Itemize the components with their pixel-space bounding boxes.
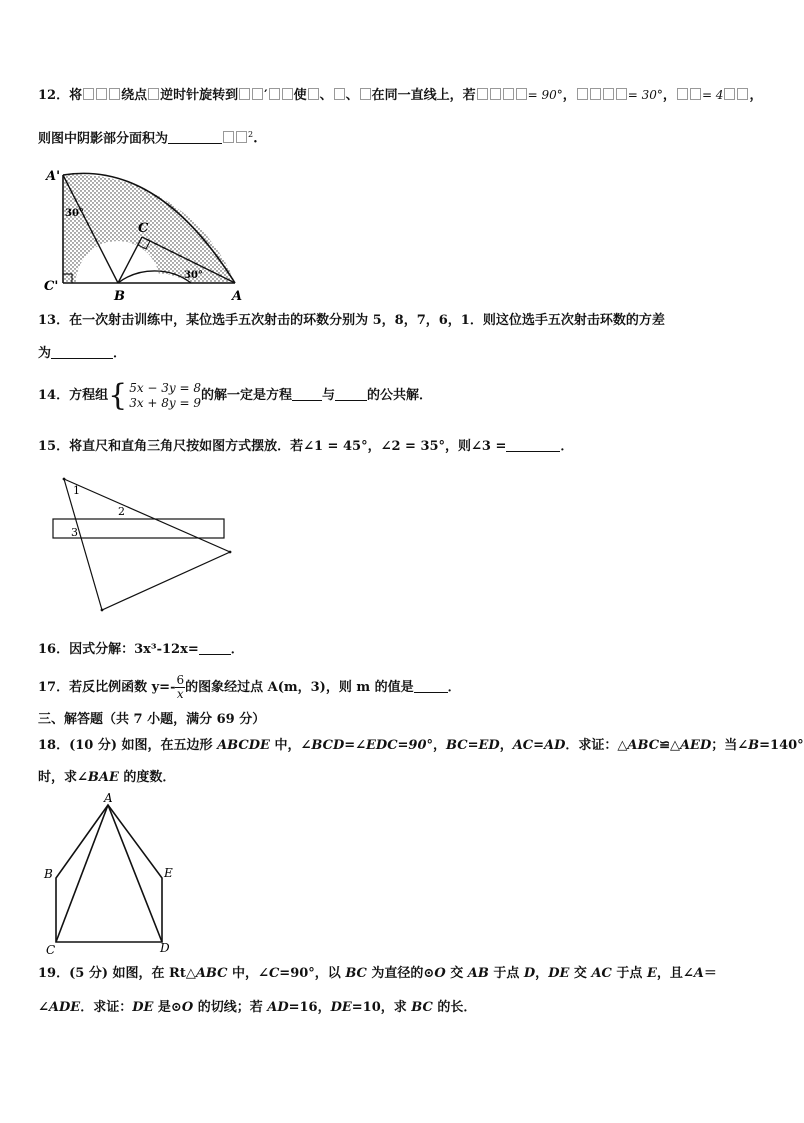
q12-text: ， <box>749 88 763 103</box>
q14-line <box>38 376 432 416</box>
q13-text: ． <box>113 346 127 361</box>
q15-text: ． <box>560 439 574 454</box>
q12-eq: = 90° <box>527 88 563 102</box>
q13-text: 为 <box>38 346 52 361</box>
q12-text: 、 <box>345 88 359 103</box>
label-e: E <box>164 866 173 880</box>
q18-line1 <box>38 737 804 755</box>
placeholder-box <box>477 88 488 100</box>
q18-math: ABC <box>627 738 660 753</box>
answer-blank <box>506 437 560 452</box>
q18-text: ， <box>499 738 513 753</box>
placeholder-box <box>677 88 688 100</box>
q17-text: 的图象经过点 A(m，3)，则 m 的值是 <box>185 680 414 695</box>
q19-math: BC <box>345 966 367 981</box>
q17-text: 17．若反比例函数 y=- <box>38 680 176 695</box>
q19-math: C <box>268 966 280 981</box>
placeholder-box <box>83 88 94 100</box>
q19-text: 的长． <box>437 1000 477 1015</box>
placeholder-box <box>282 88 293 100</box>
q19-math: BC <box>411 1000 433 1015</box>
q19-text: ，且∠ <box>656 966 694 981</box>
angle-label-1: 1 <box>73 484 80 497</box>
vertex-dot <box>63 478 66 481</box>
q12-line1: 12．将 绕点 逆时针旋转到 ′ 使 、 、 在同一直线上，若 = 90°， = 30°， = 4 ， <box>38 88 763 103</box>
q12-text: 使 <box>293 88 307 103</box>
q19-text: =10，求 <box>351 1000 407 1015</box>
q12-text: 12．将 <box>38 88 83 103</box>
fraction-denominator: x <box>176 687 184 701</box>
q18-text: =140° <box>759 738 804 753</box>
placeholder-box <box>590 88 601 100</box>
placeholder-box <box>252 88 263 100</box>
q19-math: ADE <box>48 1000 81 1015</box>
q12-text: 逆时针旋转到 <box>160 88 239 103</box>
placeholder-box <box>690 88 701 100</box>
equation-top: 5x − 3y = 8 <box>129 380 202 395</box>
q15-text: 15．将直尺和直角三角尺按如图方式摆放．若∠1 = 45°，∠2 = 35°，则∠3 = <box>38 439 507 454</box>
q18-math: BC=ED <box>446 738 500 753</box>
q15-line <box>38 437 573 456</box>
equation-system <box>129 381 201 411</box>
q19-text: ．求证： <box>80 1000 133 1015</box>
q19-text: =16， <box>288 1000 331 1015</box>
q19-math: AC <box>591 966 612 981</box>
q12-text: 在同一直线上，若 <box>371 88 476 103</box>
q12-line2 <box>38 126 258 148</box>
q19-math: E <box>646 966 657 981</box>
q16-text: 16．因式分解：3x³-12x= <box>38 642 199 657</box>
q18-text: ．求证：△ <box>565 738 628 753</box>
label-c: C <box>46 943 56 957</box>
q18-math: ∠BCD=∠EDC=90° <box>300 738 434 753</box>
q12-eq: = 30° <box>627 88 663 102</box>
placeholder-box <box>724 88 735 100</box>
q18-text: ≌△ <box>659 738 680 753</box>
label-d: D <box>160 941 170 955</box>
segment-a-d <box>108 805 162 942</box>
label-b: B <box>44 867 53 881</box>
q12-text: . <box>253 131 258 147</box>
vertex-dot <box>229 551 232 554</box>
answer-blank <box>335 386 367 401</box>
q19-text: 交 <box>573 966 587 981</box>
label-a: A <box>104 791 113 805</box>
q19-math: O <box>181 1000 194 1015</box>
q19-line2 <box>38 999 476 1017</box>
placeholder-box <box>269 88 280 100</box>
placeholder-box <box>616 88 627 100</box>
q18-math: AED <box>679 738 712 753</box>
label-c: C <box>138 221 149 236</box>
q16-text: ． <box>230 642 244 657</box>
placeholder-box <box>603 88 614 100</box>
placeholder-box <box>308 88 319 100</box>
q18-text: 中， <box>274 738 301 753</box>
q19-math: O <box>434 966 446 981</box>
vertex-dot <box>101 609 104 612</box>
q19-text: 于点 <box>616 966 643 981</box>
q12-text: 则图中阴影部分面积为 <box>38 131 169 147</box>
angle-label-2: 2 <box>118 505 125 518</box>
placeholder-box <box>577 88 588 100</box>
placeholder-box <box>334 88 345 100</box>
placeholder-box <box>503 88 514 100</box>
label-c-prime: C' <box>44 279 59 294</box>
q18-figure <box>40 790 180 955</box>
label-a: A <box>232 289 243 304</box>
q14-text: 的公共解． <box>367 388 433 403</box>
section-title: 三、解答题（共 7 小题，满分 69 分） <box>38 712 266 727</box>
q19-text: 19．(5 分) 如图，在 Rt△ <box>38 966 196 981</box>
q19-math: D <box>523 966 536 981</box>
q19-math: A <box>693 966 704 981</box>
placeholder-box <box>516 88 527 100</box>
q12-unit-sup: 2 <box>248 130 254 139</box>
q13-line2 <box>38 344 126 363</box>
q19-math: DE <box>132 1000 154 1015</box>
q19-text: ， <box>535 966 549 981</box>
triangle-ruler <box>64 479 230 610</box>
fraction <box>175 674 185 701</box>
q19-text: 中，∠ <box>232 966 269 981</box>
q17-text: ． <box>447 680 461 695</box>
q18-math: AC=AD <box>512 738 566 753</box>
q12-text: 绕点 <box>121 88 148 103</box>
segment-a-c <box>56 805 108 942</box>
answer-blank <box>51 344 113 359</box>
fraction-numerator: 6 <box>176 673 185 687</box>
q18-text: 18．(10 分) 如图，在五边形 <box>38 738 213 753</box>
angle-label-top: 30° <box>65 208 84 219</box>
q19-line1 <box>38 965 717 983</box>
answer-blank <box>414 678 448 693</box>
answer-blank <box>168 129 222 144</box>
q18-line2 <box>38 769 175 787</box>
answer-blank <box>199 640 231 655</box>
q19-math: ABC <box>195 966 228 981</box>
q18-text: ；当∠ <box>711 738 749 753</box>
q19-text: ＝ <box>703 966 717 981</box>
equation-bottom: 3x + 8y = 9 <box>129 395 202 410</box>
q19-math: DE <box>548 966 570 981</box>
placeholder-box <box>109 88 120 100</box>
q19-text: ∠ <box>38 1000 49 1015</box>
answer-blank <box>292 386 322 401</box>
q15-figure <box>50 472 240 617</box>
q19-text: =90°，以 <box>279 966 341 981</box>
q13-line1: 13．在一次射击训练中，某位选手五次射击的环数分别为 5，8，7，6，1．则这位选手五次射击环数的方差 <box>38 313 665 328</box>
q19-text: 的切线；若 <box>197 1000 263 1015</box>
q14-text: 14．方程组 <box>38 388 109 403</box>
q18-text: 时，求∠ <box>38 770 88 785</box>
placeholder-box <box>236 131 247 143</box>
q14-text: 的解一定是方程 <box>201 388 293 403</box>
placeholder-box <box>148 88 159 100</box>
brace-icon: { <box>108 378 128 413</box>
placeholder-box <box>223 131 234 143</box>
q19-math: AD <box>267 1000 289 1015</box>
q19-text: 交 <box>450 966 464 981</box>
q12-figure <box>38 160 258 305</box>
q18-math: ABCDE <box>217 738 270 753</box>
q12-text: 、 <box>319 88 333 103</box>
angle-label-3: 3 <box>71 526 78 539</box>
placeholder-box <box>96 88 107 100</box>
label-a-prime: A' <box>46 169 61 184</box>
q16-line <box>38 640 244 659</box>
q14-text: 与 <box>322 388 336 403</box>
q18-text: 的度数． <box>123 770 176 785</box>
q18-text: ， <box>433 738 447 753</box>
placeholder-box <box>490 88 501 100</box>
angle-label-right: 30° <box>184 270 203 281</box>
q19-text: 为直径的⊙ <box>371 966 435 981</box>
placeholder-box <box>737 88 748 100</box>
q19-text: 于点 <box>493 966 520 981</box>
q19-text: 是⊙ <box>157 1000 182 1015</box>
q18-math: B <box>748 738 760 753</box>
pentagon <box>56 805 162 942</box>
q17-line <box>38 670 461 706</box>
placeholder-box <box>360 88 371 100</box>
q19-math: AB <box>467 966 489 981</box>
q19-math: DE <box>330 1000 352 1015</box>
q18-math: BAE <box>87 770 119 785</box>
q12-eq: = 4 <box>701 88 724 102</box>
label-b: B <box>114 289 125 304</box>
placeholder-box <box>239 88 250 100</box>
